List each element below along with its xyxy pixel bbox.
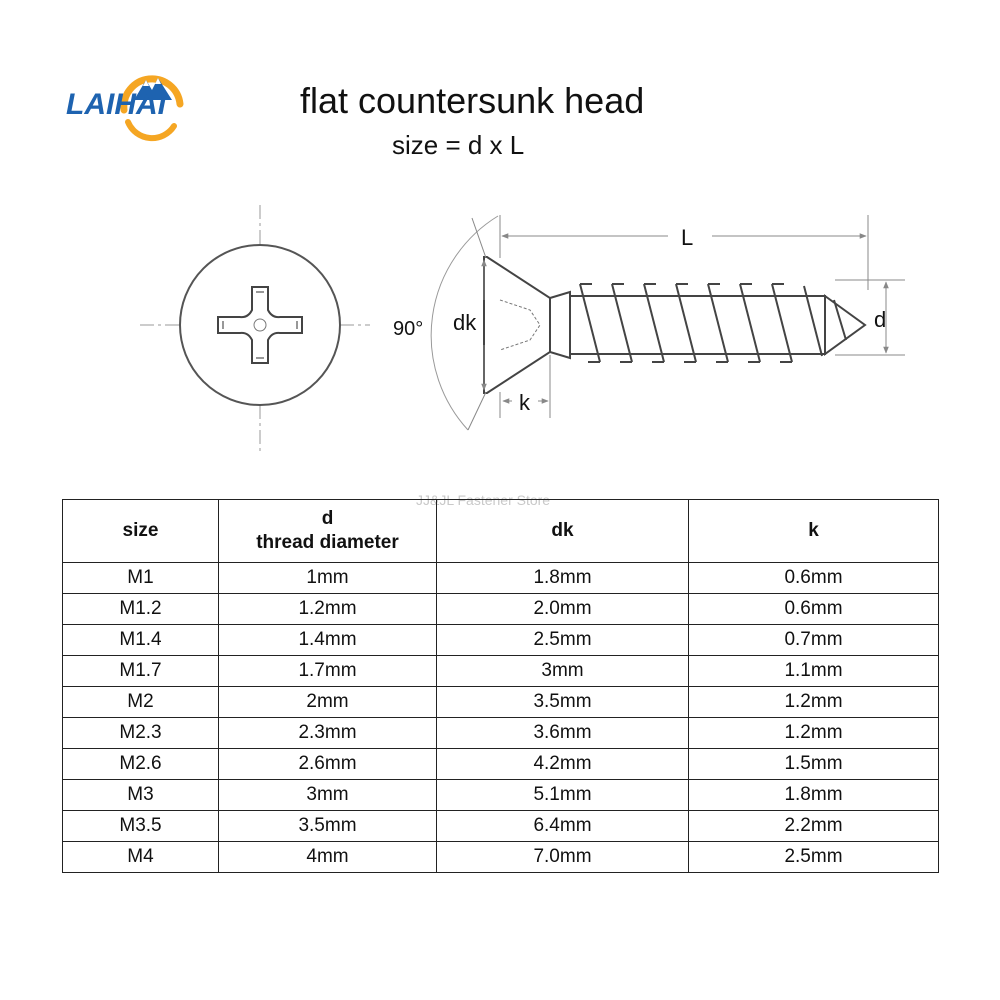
- cell-size: M2.3: [63, 718, 219, 749]
- cell-size: M2: [63, 687, 219, 718]
- cell-k: 1.1mm: [689, 656, 939, 687]
- cell-dk: 1.8mm: [437, 563, 689, 594]
- cell-size: M1.4: [63, 625, 219, 656]
- cell-dk: 5.1mm: [437, 780, 689, 811]
- cell-size: M4: [63, 842, 219, 873]
- d-label: d: [874, 307, 887, 332]
- cell-size: M3: [63, 780, 219, 811]
- logo-text: LAIHAI: [66, 88, 166, 121]
- table-row: [63, 780, 939, 811]
- table-row: [63, 718, 939, 749]
- cell-k: 2.5mm: [689, 842, 939, 873]
- cell-size: M2.6: [63, 749, 219, 780]
- cell-d: 3.5mm: [219, 811, 437, 842]
- page-subtitle: size = d x L: [392, 130, 525, 160]
- cell-d: 2.3mm: [219, 718, 437, 749]
- cell-dk: 3mm: [437, 656, 689, 687]
- cell-k: 1.8mm: [689, 780, 939, 811]
- angle-label: 90°: [393, 318, 424, 340]
- cell-k: 1.5mm: [689, 749, 939, 780]
- header-d-sublabel: thread diameter: [256, 532, 399, 553]
- header-dk: [437, 500, 689, 563]
- phillips-head-top-view-icon: [140, 205, 370, 455]
- table-header-row: [63, 500, 939, 563]
- countersunk-screw-side-view-icon: [484, 257, 865, 393]
- header-k: [689, 500, 939, 563]
- cell-d: 2.6mm: [219, 749, 437, 780]
- cell-size: M3.5: [63, 811, 219, 842]
- size-spec-table: [62, 499, 939, 873]
- cell-dk: 4.2mm: [437, 749, 689, 780]
- cell-dk: 2.5mm: [437, 625, 689, 656]
- cell-d: 1.2mm: [219, 594, 437, 625]
- k-label: k: [519, 390, 530, 415]
- cell-dk: 3.6mm: [437, 718, 689, 749]
- cell-k: 1.2mm: [689, 687, 939, 718]
- cell-size: M1: [63, 563, 219, 594]
- cell-size: M1.2: [63, 594, 219, 625]
- header-size: [63, 500, 219, 563]
- cell-k: 0.6mm: [689, 594, 939, 625]
- header-dk-label: dk: [551, 520, 574, 541]
- header-k-label: k: [808, 520, 819, 541]
- table-row: [63, 594, 939, 625]
- table-row: [63, 625, 939, 656]
- cell-k: 2.2mm: [689, 811, 939, 842]
- dk-label: dk: [453, 310, 477, 335]
- cell-k: 0.6mm: [689, 563, 939, 594]
- table-row: [63, 749, 939, 780]
- cell-dk: 2.0mm: [437, 594, 689, 625]
- table-row: [63, 563, 939, 594]
- L-label: L: [681, 225, 694, 250]
- cell-k: 1.2mm: [689, 718, 939, 749]
- table-row: [63, 811, 939, 842]
- cell-d: 1.7mm: [219, 656, 437, 687]
- cell-d: 2mm: [219, 687, 437, 718]
- table-row: [63, 656, 939, 687]
- cell-d: 1.4mm: [219, 625, 437, 656]
- cell-dk: 3.5mm: [437, 687, 689, 718]
- cell-d: 1mm: [219, 563, 437, 594]
- cell-k: 0.7mm: [689, 625, 939, 656]
- cell-size: M1.7: [63, 656, 219, 687]
- header-d-label: d: [321, 508, 334, 529]
- cell-dk: 6.4mm: [437, 811, 689, 842]
- cell-dk: 7.0mm: [437, 842, 689, 873]
- header-size-label: size: [122, 520, 159, 541]
- page-title: flat countersunk head: [300, 80, 645, 121]
- technical-drawing: [0, 0, 1000, 480]
- table-row: [63, 687, 939, 718]
- cell-d: 3mm: [219, 780, 437, 811]
- cell-d: 4mm: [219, 842, 437, 873]
- header-thread-diameter: [219, 500, 437, 563]
- table-row: [63, 842, 939, 873]
- watermark: JJ&JL Fastener Store: [416, 492, 551, 508]
